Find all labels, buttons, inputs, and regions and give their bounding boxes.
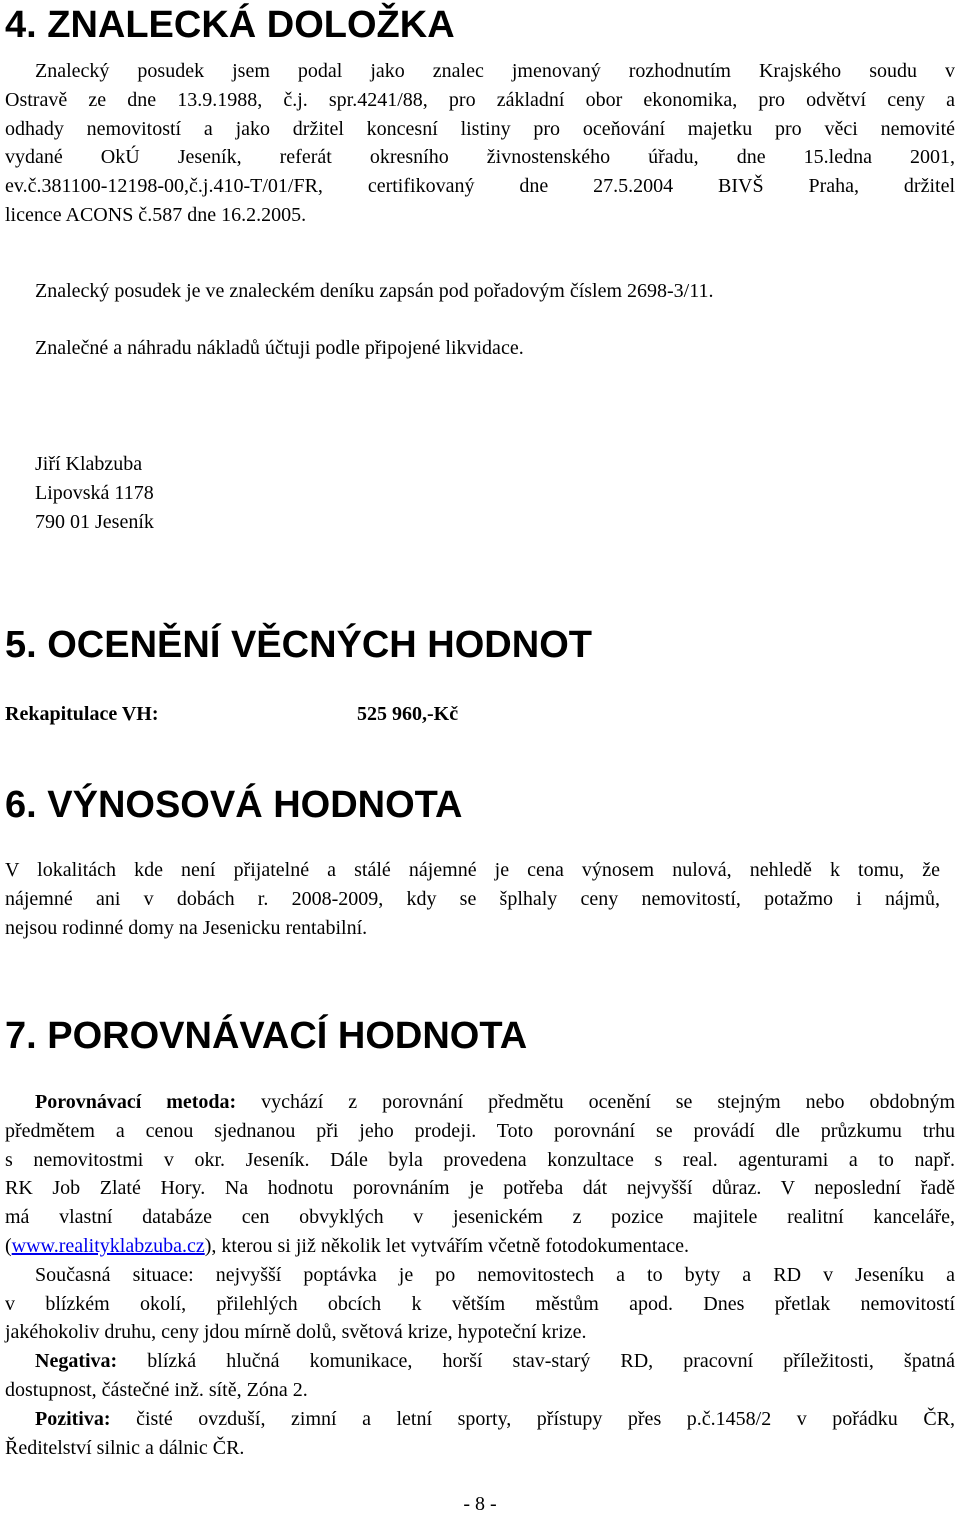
method-text: vychází z porovnání předmětu ocenění se stejným nebo obdobným <box>261 1091 956 1113</box>
recap-label: Rekapitulace VH: <box>5 703 159 725</box>
text-line: předmětem a cenou sjednanou při jeho prodeji. Toto porovnání se provádí dle průzkumu trhu <box>5 1119 955 1142</box>
positives-line <box>5 1405 955 1434</box>
section-4-paragraph <box>5 57 955 230</box>
section-6-paragraph <box>5 856 940 942</box>
method-line <box>5 1088 955 1117</box>
text-line: vydané OkÚ Jeseník, referát okresního živnostenského úřadu, dne 15.ledna 2001, <box>5 146 955 169</box>
positives-label: Pozitiva: <box>35 1407 111 1430</box>
text-line: Znalecký posudek jsem podal jako znalec jmenovaný rozhodnutím Krajského soudu v <box>35 60 955 82</box>
text-line: má vlastní databáze cen obvyklých v jesenickém z pozice majitele realitní kanceláře, <box>5 1206 955 1229</box>
negatives-text: blízká hlučná komunikace, horší stav-starý RD, pracovní příležitosti, špatná <box>147 1350 956 1373</box>
text-line: nájemné ani v dobách r. 2008-2009, kdy se šplhaly ceny nemovitostí, potažmo i nájmů, <box>5 887 940 910</box>
page-number: - 8 - <box>463 1493 497 1515</box>
text-line: Současná situace: nejvyšší poptávka je po nemovitostech a to byty a RD v Jeseníku a <box>35 1263 955 1286</box>
negatives-line <box>5 1347 955 1376</box>
text-line: V lokalitách kde není přijatelné a stálé nájemné je cena výnosem nulová, nehledě k tomu, že <box>5 859 940 881</box>
section-6-title: 6. VÝNOSOVÁ HODNOTA <box>5 784 463 826</box>
text-line: s nemovitostmi v okr. Jeseník. Dále byla provedena konzultace s real. agenturami a to např. <box>5 1148 955 1171</box>
section-7-title: 7. POROVNÁVACÍ HODNOTA <box>5 1015 528 1057</box>
text-line: Znalecký posudek je ve znaleckém deníku zapsán pod pořadovým číslem 2698-3/11. <box>35 280 714 302</box>
text-line: ev.č.381100-12198-00,č.j.410-T/01/FR, certifikovaný dne 27.5.2004 BIVŠ Praha, držitel <box>5 175 955 198</box>
section-7-paragraph <box>5 1088 955 1462</box>
link-after-text: ), kterou si již několik let vytvářím včetně fotodokumentace. <box>204 1234 690 1257</box>
text-line: odhady nemovitostí a jako držitel koncesní listiny pro oceňování majetku pro věci nemovité <box>5 117 955 140</box>
text-line: Znalečné a náhradu nákladů účtuji podle připojené likvidace. <box>35 337 524 359</box>
paren-open: ( <box>5 1234 12 1257</box>
address-city: 790 01 Jeseník <box>35 510 154 533</box>
text-line: nejsou rodinné domy na Jesenicku rentabilní. <box>5 916 368 939</box>
section-5-title: 5. OCENĚNÍ VĚCNÝCH HODNOT <box>5 624 592 666</box>
text-line: jakéhokoliv druhu, ceny jdou mírně dolů, světová krize, hypoteční krize. <box>5 1321 587 1344</box>
address-name: Jiří Klabzuba <box>35 453 143 475</box>
address-block <box>35 450 154 536</box>
text-line: Ostravě ze dne 13.9.1988, č.j. spr.4241/88, pro základní obor ekonomika, pro odvětví ceny a <box>5 88 955 111</box>
diary-record-text <box>35 277 714 306</box>
positives-text: čisté ovzduší, zimní a letní sporty, přístupy přes p.č.1458/2 v pořádku ČR, <box>136 1407 956 1430</box>
text-line: v blízkém okolí, přilehlých obcích k větším městům apod. Dnes přetlak nemovitostí <box>5 1292 955 1315</box>
section-4-title: 4. ZNALECKÁ DOLOŽKA <box>5 4 455 46</box>
link-line <box>5 1232 955 1261</box>
recap-value: 525 960,-Kč <box>357 703 459 725</box>
text-line: Ředitelství silnic a dálnic ČR. <box>5 1436 245 1459</box>
text-line: dostupnost, částečné inž. sítě, Zóna 2. <box>5 1378 308 1401</box>
website-link[interactable]: www.realityklabzuba.cz <box>11 1234 205 1257</box>
text-line: licence ACONS č.587 dne 16.2.2005. <box>5 203 307 226</box>
text-line: RK Job Zlaté Hory. Na hodnotu porovnáním je potřeba dát nejvyšší důraz. V neposlední řadě <box>5 1177 955 1200</box>
negatives-label: Negativa: <box>35 1350 118 1373</box>
fee-text <box>35 334 524 363</box>
address-street: Lipovská 1178 <box>35 481 154 504</box>
method-label: Porovnávací metoda: <box>35 1091 237 1113</box>
